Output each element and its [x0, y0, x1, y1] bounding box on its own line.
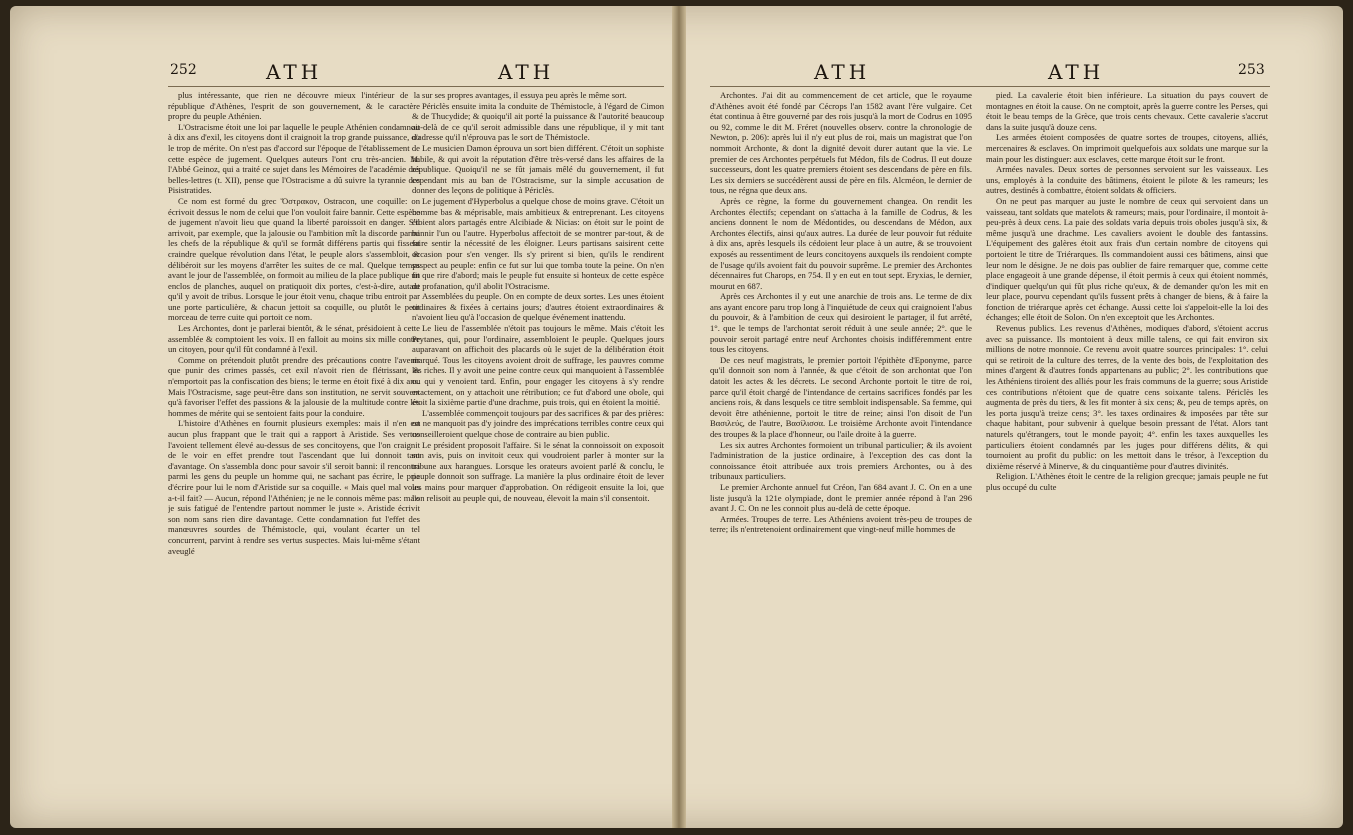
page-number: 253: [1238, 62, 1265, 78]
running-header-left: ATH: [814, 60, 871, 84]
header-rule: [168, 86, 664, 87]
paragraph: Après ce règne, la forme du gouvernement changea. On rendit les Archontes électifs; cependant on s'attacha à la famille de Codrus, & les anciens donnent le nom de Médontides, ou descendans de Médon, aux Archontes électifs, ainsi qu'aux autres. La durée de leur pouvoir fut réduite à dix ans, après lesquels ils cédoient leur place à un autre, & se trouvoient exposés au ressentiment de leurs concitoyens auxquels ils rendoient compte de l'usage qu'ils avoient fait du pouvoir suprême. Le premier des Archontes décennaires fut Charops, en 754. Il y en eut en tout sept. Eryxias, le dernier, mourut en 687.: [710, 195, 972, 291]
text-column-2: [412, 90, 664, 790]
paragraph: Le musicien Damon éprouva un sort bien différent. C'étoit un sophiste habile, & qui avoit la réputation d'être très-versé dans les affaires de la république. Quoiqu'il ne se fût jamais mêlé du gouvernement, il fut cependant mis au ban de l'Ostracisme, sur la simple accusation de donner des leçons de politique à Périclès.: [412, 142, 664, 196]
paragraph: sur ses propres avantages, il essuya peu après le même sort.: [422, 90, 627, 100]
running-header-right: ATH: [1048, 60, 1105, 84]
paragraph: Comme on prétendoit plutôt prendre des précautions contre l'avenir que punir des crimes passés, cet exil n'avoit rien de flétrissant, & n'emportoit pas la confiscation des biens; le terme en étoit fixé à dix ans. Mais l'Ostracisme, sage peut-être dans son institution, ne servit souvent qu'à favoriser l'effet des passions & la jalousie de la multitude contre les hommes de mérite qui se sentoient faits pour la conduire.: [168, 354, 420, 418]
paragraph: Armées navales. Deux sortes de personnes servoient sur les vaisseaux. Les uns, employés à la conduite des bâtimens, étoient le pilote & les rameurs; les autres, destinés à combattre, étoient soldats & officiers.: [986, 164, 1268, 196]
paragraph: L'histoire d'Athènes en fournit plusieurs exemples: mais il n'en est aucun plus frappant que le trait qui a rapport à Aristide. Ses vertus l'avoient tellement élevé au-dessus de ses concitoyens, que l'on craignit de le voir en effet prendre tout l'ascendant que lui donnoit tant d'avantage. On s'assembla donc pour savoir s'il seroit banni: il rencontra parmi les gens du peuple un homme qui, ne sachant pas écrire, le pria d'écrire pour lui le nom d'Aristide sur sa coquille. « Mais quel mal vous a-t-il fait? — Aucun, répond l'Athénien; je ne le connois même pas: mais je suis fatigué de l'entendre partout nommer le juste ». Aristide écrivit son nom sans rien dire davantage. Cette condamnation fut l'effet des manœuvres sourdes de Thémistocle, qui, voulant écarter un tel concurrent, parvint à rendre ses vertus suspectes. Mais lui-même s'étant aveuglé: [168, 418, 420, 556]
paragraph: plus intéressante, que rien ne découvre mieux l'intérieur de la république d'Athènes, l'esprit de son gouvernement, & le caractère propre du peuple Athénien.: [168, 90, 420, 122]
paragraph: On ne peut pas marquer au juste le nombre de ceux qui servoient dans un vaisseau, tant soldats que matelots & rameurs; mais, pour l'ordinaire, il montoit à-peu-près à deux cens. La paie des soldats varia depuis trois oboles jusqu'à six, & même jusqu'à une drachme. Les cavaliers avoient le double des fantassins. L'équipement des galères étoit aux frais d'un certain nombre de citoyens qui portoient le titre de Triérarques. Ils commandoient aussi ces bâtimens, ainsi que leur nom le désigne. Je ne dois pas oublier de faire remarquer que, comme cette place engageoit à une grande dépense, il étoit permis à ceux qui étoient nommés, d'indiquer quelqu'un qui fût plus riche qu'eux, & de demander qu'on les mit en leur place, pourvu cependant qu'ils fussent prêts à changer de biens, & à faire la fonction de triérarque après cet échange. Aussi cette loi s'appeloit-elle la loi des échanges; elle étoit de Solon. On n'en exceptoit que les Archontes.: [986, 195, 1268, 323]
paragraph: Archontes. J'ai dit au commencement de cet article, que le royaume d'Athènes avoit été fondé par Cécrops l'an 1582 avant l'ère vulgaire. Cet état continua à être gouverné par des rois jusqu'à la mort de Codrus en 1095 ou 92, comme le dit M. Fréret (nouvelles observ. contre la chronologie de Newton, p. 206): après lui il n'y eut plus de roi, mais un magistrat que l'on nommoit Archonte, & dont la dignité devoit durer autant que la vie. Le premier de ces Archontes perpétuels fut Médon, fils de Codrus. Il eut douze successeurs, dont les quatre premiers étoient ses descendans de père en fils. Les six derniers se succédèrent aussi de père en fils. Alcméon, le dernier de tous, ne régna que deux ans.: [710, 90, 972, 196]
open-book: [10, 6, 1343, 828]
paragraph: Revenus publics. Les revenus d'Athènes, modiques d'abord, s'étoient accrus avec sa puissance. Ils montoient à deux mille talens, ce qui fait environ six millions de notre monnoie. Ce revenu avoit quatre sources principales: 1°. celui qui se retiroit de la culture des terres, de la vente des bois, de l'exploitation des mines d'argent & d'autres fonds appartenans au public; 2°. les contributions que les Athéniens tiroient des alliés pour les frais communs de la guerre; sous Aristide ces contributions n'étoient que de quatre cens soixante talens. Périclès les augmenta de près du tiers, & les fit monter à six cens; &, peu de temps après, on les porta jusqu'à treize cens; 3°. les taxes ordinaires & imposées par tête sur chaque habitant, pour subvenir à quelque besoin pressant de l'état. Alors tant naturels qu'étrangers, tout le monde payoit; 4°. enfin les taxes auxquelles les particuliers étoient condamnés par les juges pour différens délits, & qui tournoient au profit du public: on les mettoit dans le trésor, à l'exception du dixième réservé à Minerve, & du cinquantième pour d'autres divinités.: [986, 323, 1268, 471]
paragraph: L'assemblée commençoit toujours par des sacrifices & par des prières: on ne manquoit pas d'y joindre des imprécations terribles contre ceux qui conseilleroient quelque chose de contraire au bien public.: [412, 407, 664, 439]
running-header-right: ATH: [498, 60, 555, 84]
left-page: [10, 6, 672, 828]
paragraph: Le premier Archonte annuel fut Créon, l'an 684 avant J. C. On en a une liste jusqu'à la 121e olympiade, dont le premier année répond à l'an 296 avant J. C. On ne les connoit plus au-delà de cette époque.: [710, 481, 972, 514]
paragraph: Armées. Troupes de terre. Les Athéniens avoient très-peu de troupes de terre; ils n'entretenoient ordinairement que vingt-neuf mille hommes de: [710, 513, 972, 535]
book-spine: [672, 6, 686, 828]
paragraph: pied. La cavalerie étoit bien inférieure. La situation du pays couvert de montagnes en étoit la cause. On ne comptoit, après la guerre contre les Perses, qui étoit le beau temps de la Grèce, que trois cents chevaux. Cette cavalerie s'accrut dans la suite jusqu'à douze cens.: [986, 90, 1268, 132]
page-number: 252: [170, 62, 197, 78]
paragraph: Périclès ensuite imita la conduite de Thémistocle, à l'égard de Cimon & de Thucydide; & quoiqu'il ait porté la puissance & l'autorité beaucoup au-delà de ce qu'il seroit admissible dans une république, il y mit tant d'adresse qu'il n'éprouva pas le sort de Thémistocle.: [412, 100, 664, 143]
paragraph: Les armées étoient composées de quatre sortes de troupes, citoyens, alliés, mercenaires & esclaves. On imprimoit quelquefois aux soldats une marque sur la main pour les distinguer: aux esclaves, cette marque étoit sur le front.: [986, 132, 1268, 164]
paragraph: L'Ostracisme étoit une loi par laquelle le peuple Athénien condamnoit à dix ans d'exil, les citoyens dont il craignoit la trop grande puissance, ou le trop de mérite. On n'est pas d'accord sur l'époque de l'établissement de cette espèce de jugement. Quelques auteurs l'ont cru très-ancien. M. l'Abbé Geinoz, qui a traité ce sujet dans les Mémoires de l'académie des belles-lettres (t. XII), pense que l'Ostracisme a dû suivre la tyrannie des Pisistratides.: [168, 121, 420, 196]
paragraph: Les six autres Archontes formoient un tribunal particulier; & ils avoient l'administration de la justice ordinaire, à l'exception des cas dont la connoissance étoit attribuée aux trois premiers Archontes, ou à des tribunaux particuliers.: [710, 439, 972, 482]
paragraph: Le jugement d'Hyperbolus a quelque chose de moins grave. C'étoit un homme bas & méprisable, mais ambitieux & entreprenant. Les citoyens étoient alors partagés entre Alcibiade & Nicias: on étoit sur le point de bannir l'un ou l'autre. Hyperbolus affectoit de se montrer par-tout, & de faire sentir la nécessité de les éloigner. Leurs partisans saisirent cette occasion pour s'en venger. Ils s'y prirent si bien, qu'ils le rendirent suspect au peuple: enfin ce fut sur lui que tomba toute la peine. On n'en fit que rire d'abord; mais le peuple fut ensuite si honteux de cette espèce de profanation, qu'il abolit l'Ostracisme.: [412, 195, 664, 291]
paragraph: Les Archontes, dont je parlerai bientôt, & le sénat, présidoient à cette assemblée & comptoient les voix. Il en falloit au moins six mille contre un citoyen, pour qu'il fût condamné à l'exil.: [168, 323, 420, 355]
paragraph: Le lieu de l'assemblée n'étoit pas toujours le même. Mais c'étoit les Prytanes, qui, pour l'ordinaire, assembloient le peuple. Quelques jours auparavant on affichoit des placards où le sujet de la délibération étoit marqué. Tous les citoyens avoient droit de suffrage, les pauvres comme les riches. Il y avoit une peine contre ceux qui manquoient à l'assemblée ou qui y venoient tard. Enfin, pour engager les citoyens à s'y rendre exactement, on y attachoit une rétribution; ce fut d'abord une obole, qui étoit la sixième partie d'une drachme, puis trois, qui en étoient la moitié.: [412, 323, 664, 408]
text-column-2: [986, 90, 1268, 790]
paragraph: Le président proposoit l'affaire. Si le sénat la connoissoit on exposoit son avis, puis on invitoit ceux qui voudroient parler à monter sur la tribune aux harangues. Lorsque les orateurs avoient parlé & conclu, le peuple donnoit son suffrage. La manière la plus ordinaire étoit de lever les mains pour marquer d'approbation. On rédigeoit ensuite la loi, que l'on relisoit au peuple qui, de nouveau, élevoit la main s'il consentoit.: [412, 439, 664, 503]
right-page: [686, 6, 1343, 828]
running-header-left: ATH: [266, 60, 323, 84]
text-column-1: [710, 90, 972, 790]
text-column-1: [168, 90, 420, 790]
paragraph: Religion. L'Athènes étoit le centre de la religion grecque; jamais peuple ne fut plus occupé du culte: [986, 471, 1268, 492]
paragraph: Assemblées du peuple. On en compte de deux sortes. Les unes étoient ordinaires & fixées à certains jours; d'autres étoient extraordinaires & n'avoient lieu qu'à l'occasion de quelque événement inattendu.: [412, 291, 664, 323]
paragraph: Ce nom est formé du grec Ὄστρακον, Ostracon, une coquille: on écrivoit dessus le nom de celui que l'on vouloit faire bannir. Cette espèce de jugement n'avoit lieu que quand la liberté paroissoit en danger. S'il arrivoit, par exemple, que la jalousie ou l'ambition mît la discorde parmi les chefs de la république & qu'il se formât différens partis qui fissent craindre quelque révolution dans l'état, le peuple alors s'assembloit, & délibéroit sur les moyens d'arrêter les suites de ce mal. Quelque temps avant le jour de l'assemblée, on formoit au milieu de la place publique un enclos de planches, auquel on pratiquoit dix portes, c'est-à-dire, autant qu'il y avoit de tribus. Lorsque le jour étoit venu, chaque tribu entroit par une porte particulière, & chacun jettoit sa coquille, ou plutôt le petit morceau de terre cuite qui portoit ce nom.: [168, 195, 420, 323]
header-rule: [710, 86, 1270, 87]
paragraph: Après ces Archontes il y eut une anarchie de trois ans. Le terme de dix ans ayant encore paru trop long à l'inquiétude de ceux qui craignoient l'abus du pouvoir, & à l'ambition de ceux qui desiroient le partager, il fut arrêté, 1°. que le temps de l'archontat seroit réduit à une seule année; 2°. que le pouvoir seroit partagé entre neuf Archontes choisis indifféremment entre tous les citoyens.: [710, 291, 972, 355]
paragraph: De ces neuf magistrats, le premier portoit l'épithète d'Eponyme, parce qu'il donnoit son nom à l'année, & que c'étoit de son archontat que l'on datoit les actes & les décrets. Le second Archonte portoit le titre de roi, parce qu'il étoit chargé de l'intendance de certains sacrifices fondés par les anciens rois, & dans lesquels ce titre sembloit indispensable. Sa femme, qui devoit être athénienne, portoit le titre de reine; ainsi l'on disoit de l'un Βασιλεύς, de l'autre, Βασίλισσα. Le troisième Archonte avoit l'intendance des troupes & la place d'honneur, ou l'aile droite à la guerre.: [710, 354, 972, 439]
